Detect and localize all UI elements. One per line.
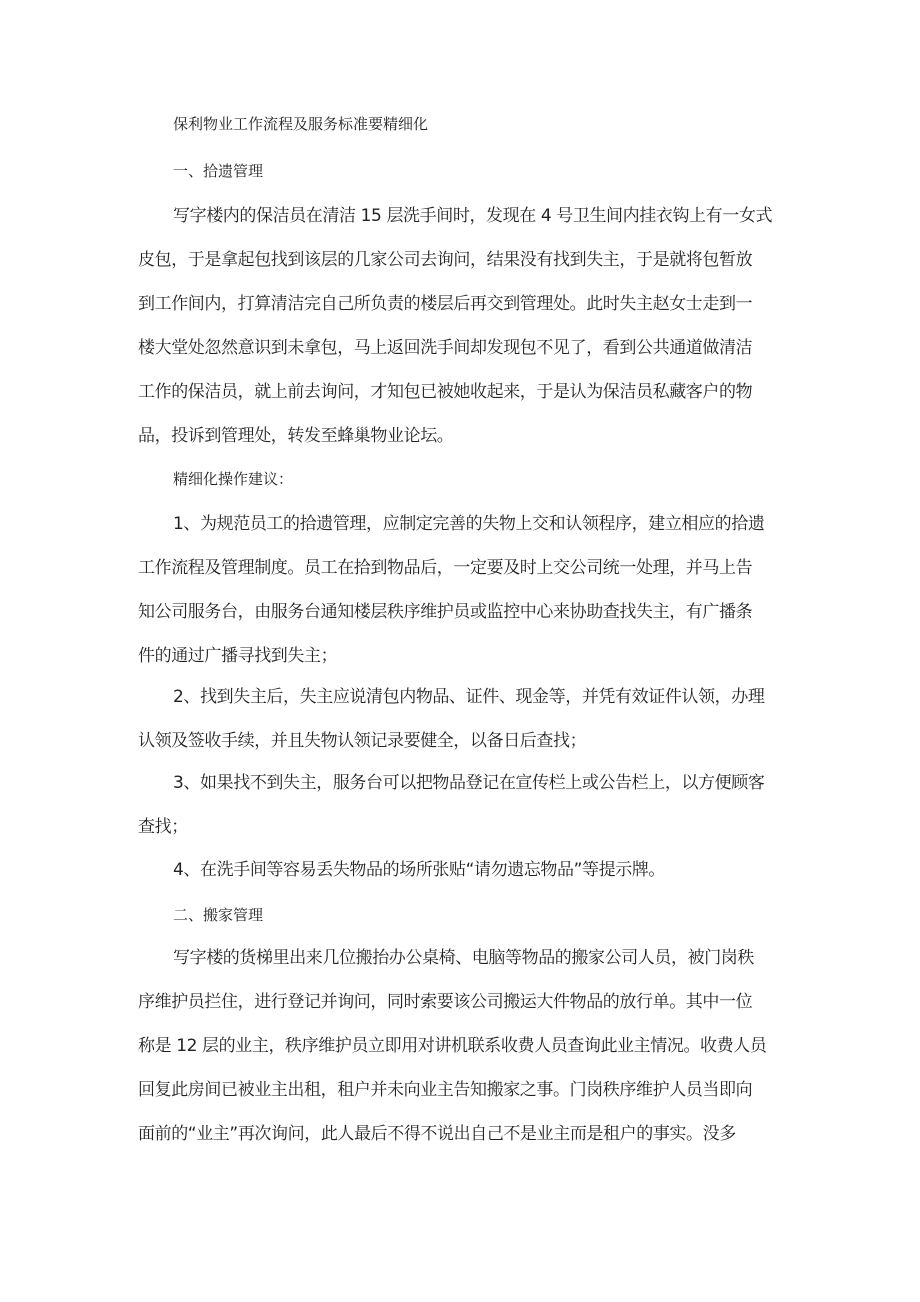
paragraph-line: 称是 12 层的业主，秩序维护员立即用对讲机联系收费人员查询此业主情况。收费人员 xyxy=(138,1036,767,1056)
advice-heading: 精细化操作建议： xyxy=(173,470,294,488)
paragraph-line: 工作流程及管理制度。员工在拾到物品后，一定要及时上交公司统一处理，并马上告 xyxy=(138,558,753,578)
paragraph-line: 查找； xyxy=(138,817,188,837)
section-heading-lost-and-found: 一、拾遗管理 xyxy=(173,162,264,180)
paragraph-line: 3、如果找不到失主，服务台可以把物品登记在宣传栏上或公告栏上，以方便顾客 xyxy=(173,773,765,793)
paragraph-line: 回复此房间已被业主出租，租户并未向业主告知搬家之事。门岗秩序维护人员当即向 xyxy=(138,1080,753,1100)
paragraph-line: 写字楼内的保洁员在清洁 15 层洗手间时，发现在 4 号卫生间内挂衣钩上有一女式 xyxy=(173,206,773,226)
paragraph-line: 面前的“业主”再次询问，此人最后不得不说出自己不是业主而是租户的事实。没多 xyxy=(138,1124,736,1144)
paragraph-line: 楼大堂处忽然意识到未拿包，马上返回洗手间却发现包不见了，看到公共通道做清洁 xyxy=(138,338,753,358)
paragraph-line: 认领及签收手续，并且失物认领记录要健全，以备日后查找； xyxy=(138,731,587,751)
document-title: 保利物业工作流程及服务标准要精细化 xyxy=(173,115,429,133)
section-heading-moving: 二、搬家管理 xyxy=(173,906,264,924)
paragraph-line: 到工作间内，打算清洁完自己所负责的楼层后再交到管理处。此时失主赵女士走到一 xyxy=(138,294,753,314)
paragraph-line: 工作的保洁员，就上前去询问，才知包已被她收起来，于是认为保洁员私藏客户的物 xyxy=(138,382,753,402)
paragraph-line: 写字楼的货梯里出来几位搬抬办公桌椅、电脑等物品的搬家公司人员，被门岗秩 xyxy=(173,948,754,968)
paragraph-line: 2、找到失主后，失主应说清包内物品、证件、现金等，并凭有效证件认领，办理 xyxy=(173,687,765,707)
paragraph-line: 1、为规范员工的拾遗管理，应制定完善的失物上交和认领程序，建立相应的拾遗 xyxy=(173,514,765,534)
paragraph-line: 知公司服务台，由服务台通知楼层秩序维护员或监控中心来协助查找失主，有广播条 xyxy=(138,602,753,622)
paragraph-line: 序维护员拦住，进行登记并询问，同时索要该公司搬运大件物品的放行单。其中一位 xyxy=(138,992,753,1012)
paragraph-line: 件的通过广播寻找到失主； xyxy=(138,646,338,666)
paragraph-line: 4、在洗手间等容易丢失物品的场所张贴“请勿遗忘物品”等提示牌。 xyxy=(173,860,666,880)
paragraph-line: 品，投诉到管理处，转发至蜂巢物业论坛。 xyxy=(138,426,454,446)
paragraph-line: 皮包，于是拿起包找到该层的几家公司去询问，结果没有找到失主，于是就将包暂放 xyxy=(138,250,753,270)
